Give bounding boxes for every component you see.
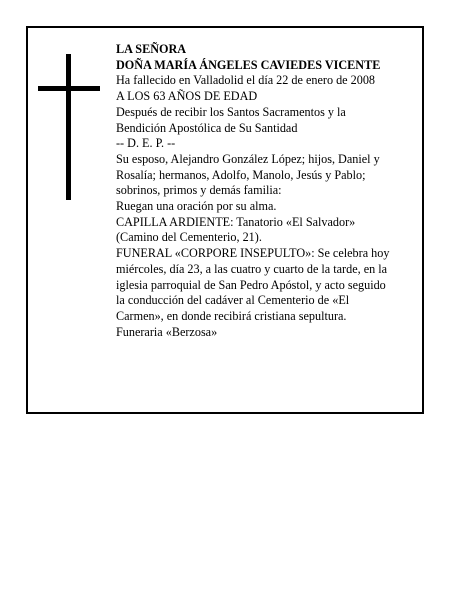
funeral-home: Funeraria «Berzosa» bbox=[116, 324, 218, 339]
funeral-line-3: iglesia parroquial de San Pedro Apóstol, y acto seguido bbox=[116, 277, 386, 292]
cross-icon bbox=[38, 54, 100, 200]
family-line-3: sobrinos, primos y demás familia: bbox=[116, 183, 282, 198]
prayer-line: Ruegan una oración por su alma. bbox=[116, 199, 277, 214]
sacraments-line-2: Bendición Apostólica de Su Santidad bbox=[116, 120, 298, 135]
age-statement: A LOS 63 AÑOS DE EDAD bbox=[116, 89, 258, 104]
dep-line: -- D. E. P. -- bbox=[116, 136, 176, 151]
obituary-text bbox=[116, 42, 420, 340]
funeral-line-2: miércoles, día 23, a las cuatro y cuarto de la tarde, en la bbox=[116, 261, 388, 276]
cross-vertical-bar bbox=[66, 54, 71, 200]
chapel-line-2: (Camino del Cementerio, 21). bbox=[116, 230, 262, 245]
chapel-line-1: CAPILLA ARDIENTE: Tanatorio «El Salvador» bbox=[116, 214, 356, 229]
deceased-name: DOÑA MARÍA ÁNGELES CAVIEDES VICENTE bbox=[116, 57, 381, 72]
title-line-1: LA SEÑORA bbox=[116, 42, 187, 56]
sacraments-line-1: Después de recibir los Santos Sacramentos y la bbox=[116, 104, 346, 119]
death-statement: Ha fallecido en Valladolid el día 22 de enero de 2008 bbox=[116, 73, 376, 88]
obituary-notice bbox=[26, 26, 424, 414]
family-line-2: Rosalía; hermanos, Adolfo, Manolo, Jesús y Pablo; bbox=[116, 167, 366, 182]
family-line-1: Su esposo, Alejandro González López; hijos, Daniel y bbox=[116, 151, 380, 166]
funeral-line-5: Carmen», en donde recibirá cristiana sepultura. bbox=[116, 308, 347, 323]
funeral-line-4: la conducción del cadáver al Cementerio de «El bbox=[116, 293, 350, 308]
cross-horizontal-bar bbox=[38, 86, 100, 91]
funeral-line-1: FUNERAL «CORPORE INSEPULTO»: Se celebra hoy bbox=[116, 246, 390, 261]
